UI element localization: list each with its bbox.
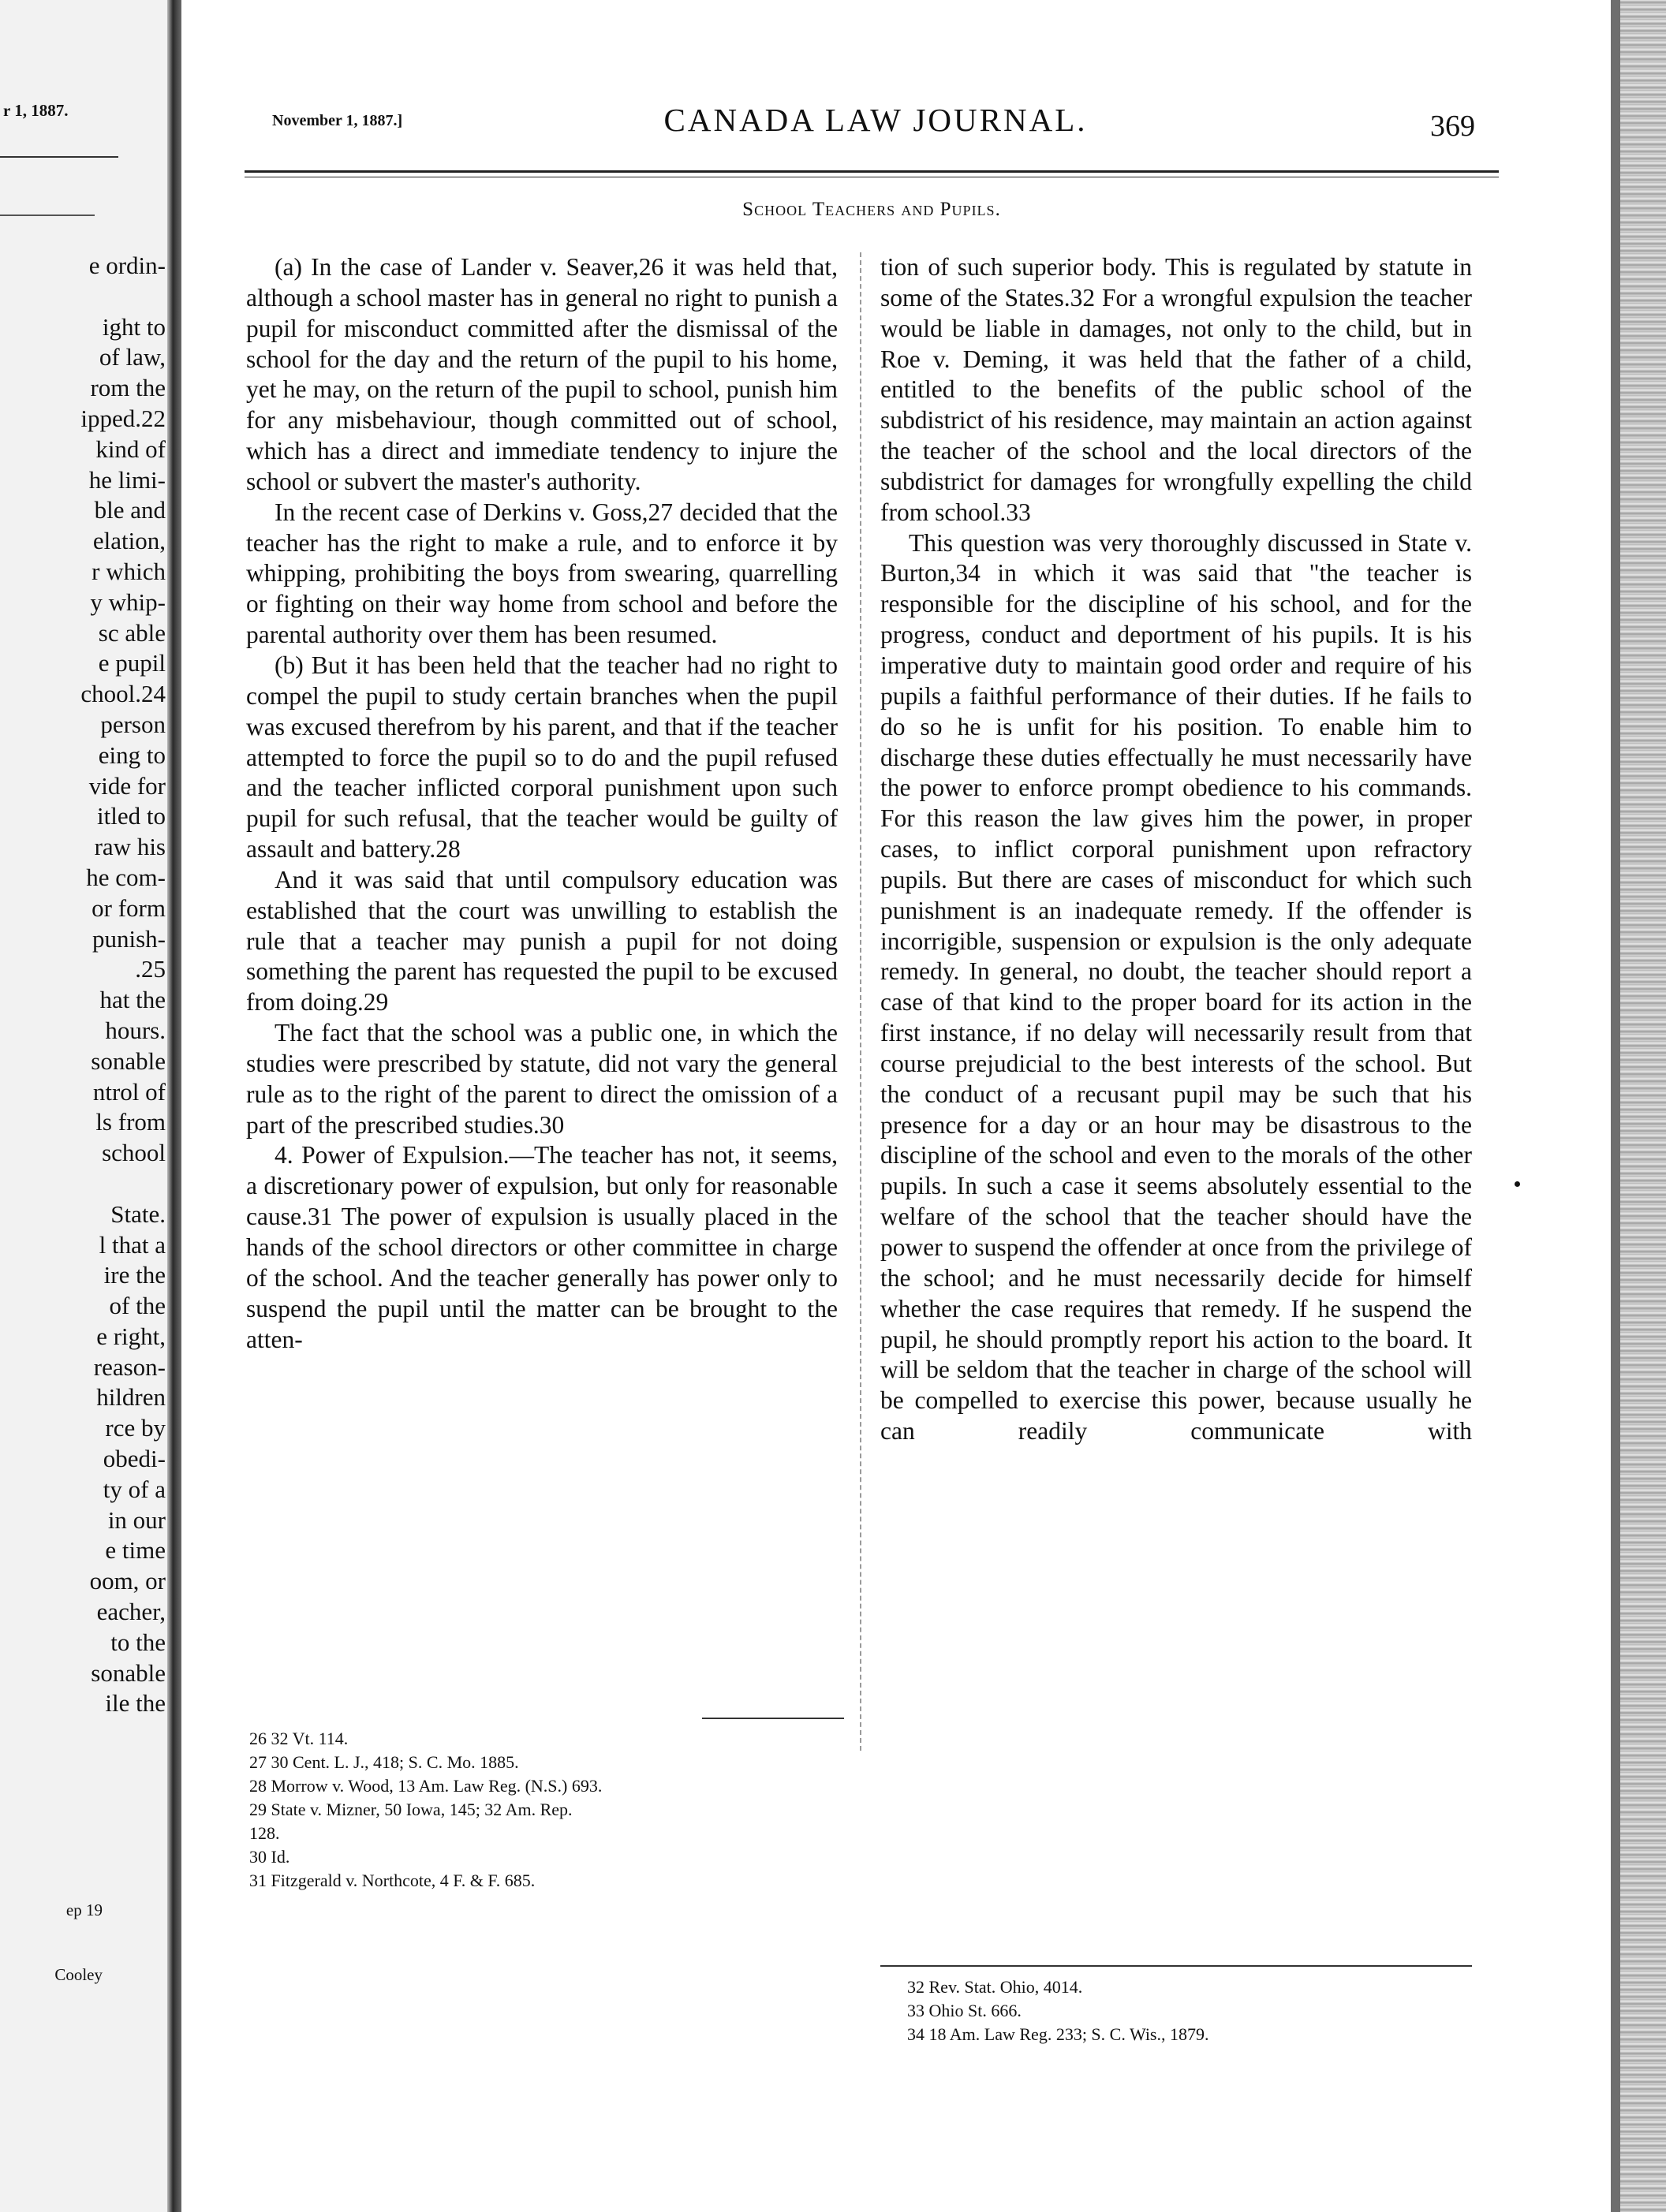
text-line: vide for [88, 771, 166, 800]
paragraph: 4. Power of Expulsion.—The teacher has not, it seems, a discretionary power of expulsion, but only for reasonable cause.31 The power of expulsion is usually placed in the hands of the school directors or other committee in charge of the school. And the teacher generally has power only to suspend the pupil until the matter can be brought to the atten- [246, 1141, 838, 1353]
text-line: eing to [98, 740, 166, 769]
header-rule [245, 170, 1499, 173]
journal-title: CANADA LAW JOURNAL. [663, 102, 1088, 138]
text-line: hours. [105, 1016, 166, 1044]
text-line: e ordin- [88, 252, 166, 279]
text-line: hat the [99, 986, 166, 1014]
text-line: or form [92, 893, 166, 922]
paragraph: tion of such superior body. This is regulated by statute in some of the States.32 For a wrongful expulsion the teacher would be liable in damages, not only to the child, but in Roe v. Deming, it was held that the father of a child, entitled to the benefits of the public school of the subdistrict of his residence, may maintain an action against the teacher of the school and the local directors of the subdistrict for damages for wrongfully expelling the child from school.33 [880, 253, 1472, 526]
text-line: punish- [92, 924, 166, 953]
previous-page-rule [0, 214, 95, 216]
text-line: person [100, 710, 166, 738]
footnote: 28 Morrow v. Wood, 13 Am. Law Reg. (N.S.) 693. [249, 1776, 603, 1796]
text-line: ble and [94, 496, 166, 524]
ink-speck [1515, 1181, 1520, 1187]
text-line: he com- [86, 863, 166, 891]
text-line: .25 [135, 955, 166, 983]
text-line: chool.24 [80, 680, 166, 708]
footnote: 33 Ohio St. 666. [907, 2001, 1022, 2020]
text-line: e pupil [98, 649, 166, 677]
previous-page-text [0, 251, 166, 1719]
previous-page-margin [0, 0, 181, 2212]
footnote: 29 State v. Mizner, 50 Iowa, 145; 32 Am. Rep. [249, 1800, 573, 1819]
right-column [880, 252, 1472, 1447]
text-line: of the [109, 1292, 166, 1320]
left-column [246, 252, 838, 1355]
page-number: 369 [1430, 110, 1475, 143]
column-divider [860, 252, 861, 1751]
footnote-rule [880, 1965, 1472, 1967]
text-line: kind of [95, 435, 166, 463]
text-line: sonable [91, 1658, 166, 1687]
previous-page-footnote: ep 19 [65, 1901, 103, 1919]
previous-page-footnote: Cooley [54, 1965, 103, 1984]
text-line: rce by [105, 1414, 166, 1442]
text-line: ight to [102, 312, 166, 341]
text-line: ire the [103, 1261, 166, 1289]
text-line [0, 1169, 166, 1199]
text-line: elation, [92, 527, 166, 555]
text-line [0, 282, 166, 312]
scan-edge-shadow [1611, 0, 1620, 2212]
footnote: 30 Id. [249, 1847, 290, 1867]
text-line: sc able [98, 618, 166, 647]
text-line: he limi- [88, 465, 166, 494]
text-line: e right, [96, 1322, 166, 1350]
text-line: e time [105, 1536, 166, 1565]
paragraph: This question was very thoroughly discussed in State v. Burton,34 in which it was said that "the teacher is responsible for the discipline of his school, and for the progress, conduct and deportment of his pupils. It is his imperative duty to maintain good order and require of his pupils a faithful performance of their duties. If he fails to do so he is unfit for his position. To enable him to discharge these duties effectually he must necessarily have the power to enforce prompt obedience to his commands. For this reason the law gives him the power, in proper cases, to inflict corporal punishment upon refractory pupils. But there are cases of misconduct for which such punishment is an inadequate remedy. If the offender is incorrigible, suspension or expulsion is the only adequate remedy. In general, no doubt, the teacher should report a case of that kind to the proper board for its action in the first instance, if no delay will necessarily result from that course prejudicial to the best interests of the school. But the conduct of a recusant pupil may be such that his presence for a day or an hour may be disastrous to the discipline of the school and even to the morals of the other pupils. In such a case it seems absolutely essential to the welfare of the school that the teacher should have the power to suspend the offender at once from the privilege of the school; and he must necessarily decide for himself whether the case requires that remedy. If he suspend the pupil, he should promptly report his action to the board. It will be seldom that the teacher in charge of the school will be compelled to exercise this power, because usually he can readily communicate with [880, 528, 1472, 1445]
paragraph: (b) But it has been held that the teacher had no right to compel the pupil to study certain branches when the pupil was excused therefrom by his parent, and that if the teacher attempted to force the pupil so to do and the pupil refused and the teacher inflicted corporal punishment upon such pupil for such refusal, that the teacher would be guilty of assault and battery.28 [246, 651, 838, 864]
footnote: 34 18 Am. Law Reg. 233; S. C. Wis., 1879. [907, 2024, 1209, 2044]
running-head [268, 95, 1483, 150]
text-line: rom the [90, 374, 166, 402]
paragraph: In the recent case of Derkins v. Goss,27 decided that the teacher has the right to make a rule, and to enforce it by whipping, prohibiting the boys from swearing, quarrelling or fighting on their way home from school and before the parental authority over them has been resumed. [246, 498, 838, 649]
paragraph: And it was said that until compulsory education was established that the court was unwilling to establish the rule that a teacher may punish a pupil for not doing something the parent has requested the pupil to be excused from doing.29 [246, 865, 838, 1016]
text-line: hildren [96, 1383, 166, 1412]
text-line: State. [110, 1199, 166, 1228]
paragraph: (a) In the case of Lander v. Seaver,26 it was held that, although a school master has in general no right to punish a pupil for misconduct committed after the dismissal of the school for the day and the return of the pupil to his home, yet he may, on the return of the pupil to school, punish him for any misbehaviour, though committed out of school, which has a direct and immediate tendency to injure the school or subvert the master's authority. [246, 253, 838, 495]
text-line: eacher, [96, 1598, 166, 1626]
text-line: to the [110, 1628, 166, 1656]
text-line: of law, [99, 343, 166, 371]
text-line: oom, or [89, 1567, 166, 1595]
text-line: y whip- [90, 588, 166, 616]
text-line: ile the [105, 1689, 166, 1718]
text-line: r which [92, 557, 166, 585]
text-line: itled to [97, 802, 166, 830]
text-line: ntrol of [92, 1077, 166, 1106]
text-line: obedi- [103, 1445, 166, 1473]
previous-page-header: r 1, 1887. [3, 101, 69, 120]
text-line: ty of a [103, 1475, 166, 1503]
paragraph: The fact that the school was a public one, in which the studies were prescribed by statute, did not vary the general rule as to the right of the parent to direct the omission of a part of the prescribed studies.30 [246, 1019, 838, 1139]
footnote: 32 Rev. Stat. Ohio, 4014. [907, 1977, 1083, 1997]
footnote: 128. [249, 1823, 280, 1843]
text-line: school [102, 1139, 166, 1167]
scan-edge [1611, 0, 1666, 2212]
text-line: raw his [94, 833, 166, 861]
text-line: reason- [93, 1352, 166, 1381]
issue-date: November 1, 1887.] [272, 112, 403, 129]
page-binding-edge [167, 0, 181, 2212]
footnote: 27 30 Cent. L. J., 418; S. C. Mo. 1885. [249, 1752, 519, 1772]
footnote-rule [702, 1718, 844, 1719]
text-line: l that a [99, 1230, 166, 1259]
right-footnotes [907, 1975, 1499, 2046]
left-footnotes [249, 1727, 849, 1893]
previous-page-rule [0, 156, 118, 158]
footnote: 26 32 Vt. 114. [249, 1729, 349, 1748]
text-line: sonable [91, 1046, 166, 1075]
text-line: ipped.22 [80, 404, 166, 432]
text-line: ls from [95, 1108, 166, 1136]
section-title: School Teachers and Pupils. [742, 199, 1001, 220]
footnote: 31 Fitzgerald v. Northcote, 4 F. & F. 685. [249, 1871, 536, 1890]
text-line: in our [107, 1505, 166, 1534]
